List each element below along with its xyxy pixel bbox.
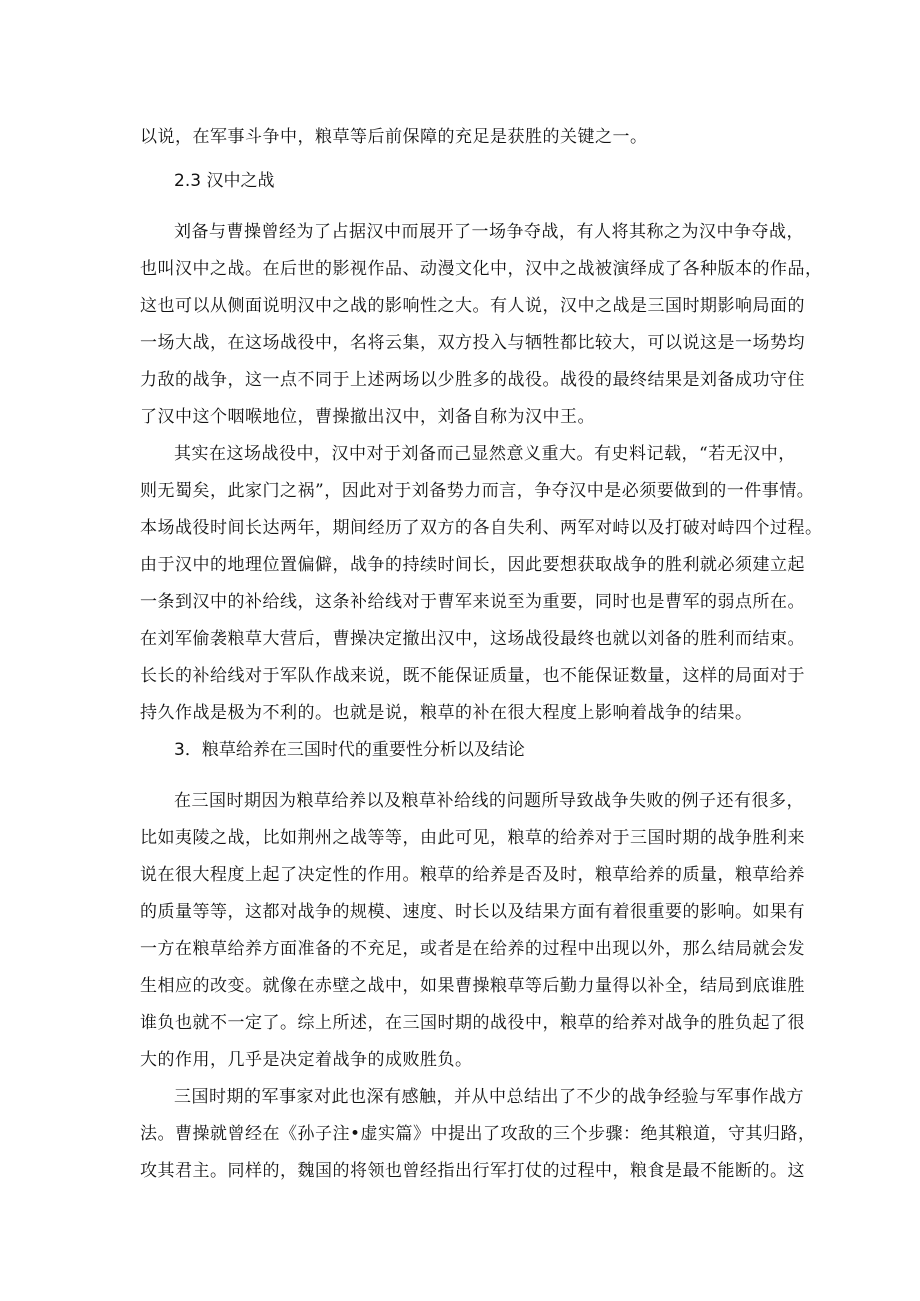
paragraph-line: 一条到汉中的补给线，这条补给线对于曹军来说至为重要，同时也是曹军的弱点所在。 — [140, 592, 805, 612]
paragraph-line: 攻其君主。同样的，魏国的将领也曾经指出行军打仗的过程中，粮食是最不能断的。这 — [140, 1161, 805, 1181]
paragraph-line: 大的作用，几乎是决定着战争的成败胜负。 — [140, 1050, 473, 1070]
paragraph-line: 一方在粮草给养方面准备的不充足，或者是在给养的过程中出现以外，那么结局就会发 — [140, 939, 805, 959]
paragraph-line: 由于汉中的地理位置偏僻，战争的持续时间长，因此要想获取战争的胜利就必须建立起 — [140, 555, 805, 575]
paragraph-line: 力敌的战争，这一点不同于上述两场以少胜多的战役。战役的最终结果是刘备成功守住 — [140, 370, 805, 390]
paragraph-line: 法。曹操就曾经在《孙子注•虚实篇》中提出了攻敌的三个步骤：绝其粮道，守其归路， — [140, 1124, 816, 1144]
paragraph-line: 生相应的改变。就像在赤壁之战中，如果曹操粮草等后勤力量得以补全，结局到底谁胜 — [140, 976, 805, 996]
paragraph-line: 以说，在军事斗争中，粮草等后前保障的充足是获胜的关键之一。 — [140, 127, 648, 147]
paragraph-line: 则无蜀矣，此家门之祸”，因此对于刘备势力而言，争夺汉中是必须要做到的一件事情。 — [140, 481, 815, 501]
paragraph-line: 的质量等等，这都对战争的规模、速度、时长以及结果方面有着很重要的影响。如果有 — [140, 902, 805, 922]
paragraph-line: 刘备与曹操曾经为了占据汉中而展开了一场争夺战，有人将其称之为汉中争夺战， — [174, 222, 804, 242]
paragraph-line: 三国时期的军事家对此也深有感触，并从中总结出了不少的战争经验与军事作战方 — [174, 1087, 804, 1107]
paragraph-line: 在三国时期因为粮草给养以及粮草补给线的问题所导致战争失败的例子还有很多， — [174, 791, 804, 811]
paragraph-line: 持久作战是极为不利的。也就是说，粮草的补在很大程度上影响着战争的结果。 — [140, 703, 753, 723]
paragraph-line: 也叫汉中之战。在后世的影视作品、动漫文化中，汉中之战被演绎成了各种版本的作品， — [140, 259, 823, 279]
paragraph-line: 比如夷陵之战，比如荆州之战等等，由此可见，粮草的给养对于三国时期的战争胜利来 — [140, 828, 805, 848]
section-heading-3: 3．粮草给养在三国时代的重要性分析以及结论 — [174, 740, 525, 760]
paragraph-line: 这也可以从侧面说明汉中之战的影响性之大。有人说，汉中之战是三国时期影响局面的 — [140, 296, 805, 316]
paragraph-line: 了汉中这个咽喉地位，曹操撤出汉中，刘备自称为汉中王。 — [140, 407, 595, 427]
paragraph-line: 在刘军偷袭粮草大营后，曹操决定撤出汉中，这场战役最终也就以刘备的胜利而结束。 — [140, 629, 805, 649]
paragraph-line: 其实在这场战役中，汉中对于刘备而己显然意义重大。有史料记载，“若无汉中， — [174, 444, 796, 464]
paragraph-line: 长长的补给线对于军队作战来说，既不能保证质量，也不能保证数量，这样的局面对于 — [140, 666, 805, 686]
paragraph-line: 谁负也就不一定了。综上所述，在三国时期的战役中，粮草的给养对战争的胜负起了很 — [140, 1013, 805, 1033]
paragraph-line: 一场大战，在这场战役中，名将云集，双方投入与牺牲都比较大，可以说这是一场势均 — [140, 333, 805, 353]
paragraph-line: 本场战役时间长达两年，期间经历了双方的各自失利、两军对峙以及打破对峙四个过程。 — [140, 518, 823, 538]
section-heading-2-3: 2.3 汉中之战 — [174, 171, 275, 191]
paragraph-line: 说在很大程度上起了决定性的作用。粮草的给养是否及时，粮草给养的质量，粮草给养 — [140, 865, 805, 885]
